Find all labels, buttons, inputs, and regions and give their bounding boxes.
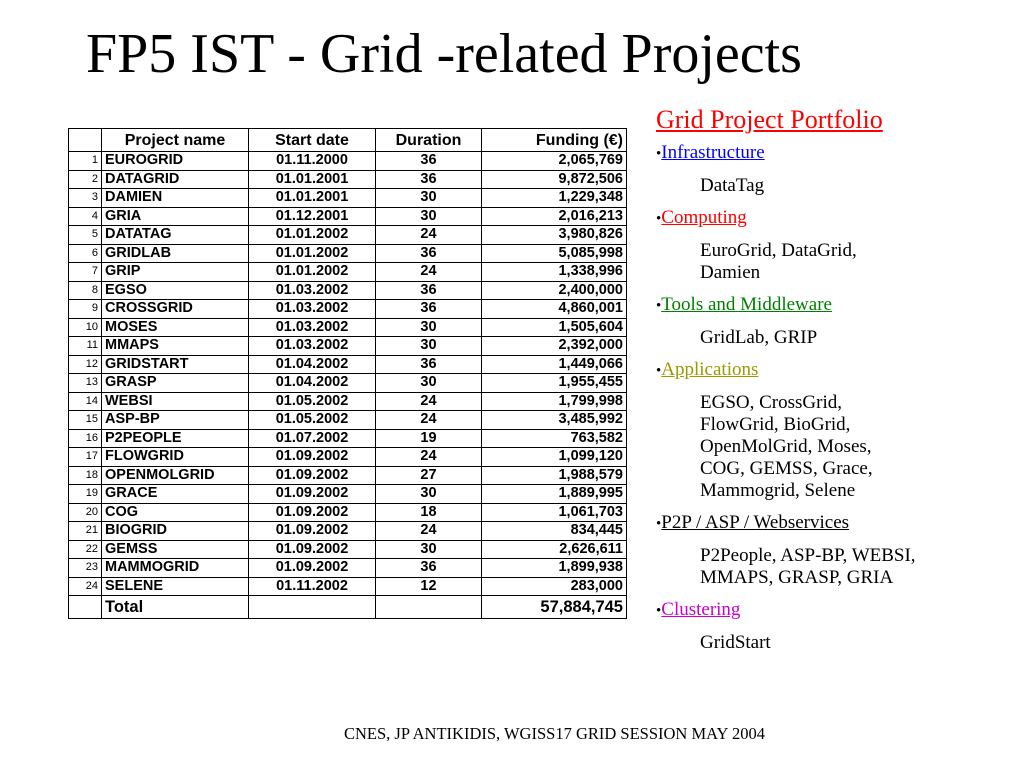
duration: 24 [376,226,482,245]
project-name: FLOWGRID [102,448,249,467]
table-row [69,503,627,522]
category-label: P2P / ASP / Webservices [661,512,850,533]
table-row [69,466,627,485]
project-name: WEBSI [102,392,249,411]
portfolio-category [656,294,1016,317]
slide-footer: CNES, JP ANTIKIDIS, WGISS17 GRID SESSION MAY 2004 [344,724,765,743]
table-row [69,263,627,282]
duration: 24 [376,392,482,411]
duration: 30 [376,207,482,226]
project-name: GRIA [102,207,249,226]
funding: 1,955,455 [482,374,627,393]
funding: 2,626,611 [482,540,627,559]
portfolio-category [656,142,1016,165]
duration: 30 [376,540,482,559]
table-row [69,448,627,467]
row-index: 4 [69,207,102,226]
funding: 9,872,506 [482,170,627,189]
project-name: COG [102,503,249,522]
duration: 36 [376,152,482,171]
portfolio-panel [656,104,1016,664]
category-item-line: EGSO, CrossGrid, [700,392,842,413]
row-index: 11 [69,337,102,356]
duration: 36 [376,244,482,263]
table-row [69,485,627,504]
funding: 3,980,826 [482,226,627,245]
funding: 1,449,066 [482,355,627,374]
duration: 36 [376,170,482,189]
table-row [69,559,627,578]
table-row [69,207,627,226]
start-date: 01.05.2002 [249,392,376,411]
duration: 30 [376,485,482,504]
row-index: 13 [69,374,102,393]
portfolio-category [656,207,1016,230]
project-name: EGSO [102,281,249,300]
project-name: BIOGRID [102,522,249,541]
category-label: Clustering [661,599,741,620]
start-date: 01.01.2001 [249,170,376,189]
duration: 30 [376,318,482,337]
start-date: 01.01.2001 [249,189,376,208]
funding: 3,485,992 [482,411,627,430]
category-label: Infrastructure [661,142,765,163]
project-name: GEMSS [102,540,249,559]
row-index: 18 [69,466,102,485]
total-start-cell [249,596,376,619]
table-row [69,300,627,319]
projects-table [68,128,627,619]
header-funding: Funding (€) [482,129,627,152]
funding: 4,860,001 [482,300,627,319]
start-date: 01.03.2002 [249,281,376,300]
table-row [69,355,627,374]
table-row [69,522,627,541]
funding: 763,582 [482,429,627,448]
start-date: 01.07.2002 [249,429,376,448]
table-row [69,152,627,171]
row-index: 12 [69,355,102,374]
project-name: MAMMOGRID [102,559,249,578]
funding: 2,392,000 [482,337,627,356]
start-date: 01.01.2002 [249,263,376,282]
row-index: 9 [69,300,102,319]
category-item-line: DataTag [700,175,765,196]
bullet-icon: • [656,516,662,532]
row-index: 17 [69,448,102,467]
row-index: 1 [69,152,102,171]
slide-title: FP5 IST - Grid -related Projects [86,23,802,85]
start-date: 01.09.2002 [249,485,376,504]
row-index: 10 [69,318,102,337]
duration: 30 [376,337,482,356]
bullet-icon: • [656,146,662,162]
start-date: 01.03.2002 [249,337,376,356]
project-name: SELENE [102,577,249,596]
project-name: MMAPS [102,337,249,356]
row-index: 5 [69,226,102,245]
table-row [69,318,627,337]
category-item-line: GridStart [700,632,771,653]
funding: 5,085,998 [482,244,627,263]
category-item-line: P2People, ASP-BP, WEBSI, [700,545,916,566]
project-name: GRIP [102,263,249,282]
duration: 24 [376,448,482,467]
total-duration-cell [376,596,482,619]
start-date: 01.11.2002 [249,577,376,596]
table-row [69,429,627,448]
duration: 18 [376,503,482,522]
portfolio-category [656,512,1016,535]
bullet-icon: • [656,603,662,619]
project-name: GRACE [102,485,249,504]
duration: 24 [376,522,482,541]
funding: 2,400,000 [482,281,627,300]
category-item-line: MMAPS, GRASP, GRIA [700,567,894,588]
project-name: P2PEOPLE [102,429,249,448]
row-index: 6 [69,244,102,263]
portfolio-category [656,359,1016,382]
category-item-line: GridLab, GRIP [700,327,818,348]
start-date: 01.04.2002 [249,374,376,393]
total-funding: 57,884,745 [482,596,627,619]
category-item-line: OpenMolGrid, Moses, [700,436,872,457]
funding: 1,061,703 [482,503,627,522]
category-label: Tools and Middleware [661,294,832,315]
category-item-line: Mammogrid, Selene [700,480,856,501]
row-index: 21 [69,522,102,541]
funding: 1,099,120 [482,448,627,467]
header-project-name: Project name [102,129,249,152]
table-row [69,411,627,430]
start-date: 01.01.2002 [249,226,376,245]
category-label: Computing [661,207,747,228]
start-date: 01.03.2002 [249,318,376,337]
start-date: 01.09.2002 [249,540,376,559]
category-item-line: Damien [700,262,761,283]
total-row [69,596,627,619]
row-index: 15 [69,411,102,430]
row-index: 14 [69,392,102,411]
row-index: 24 [69,577,102,596]
duration: 36 [376,300,482,319]
category-items [656,175,1016,197]
start-date: 01.05.2002 [249,411,376,430]
funding: 1,899,938 [482,559,627,578]
portfolio-category [656,599,1016,622]
category-label: Applications [661,359,759,380]
project-name: GRIDLAB [102,244,249,263]
table-row [69,189,627,208]
bullet-icon: • [656,211,662,227]
duration: 36 [376,559,482,578]
table-body [69,152,627,596]
row-index: 22 [69,540,102,559]
start-date: 01.09.2002 [249,466,376,485]
row-index: 2 [69,170,102,189]
table-row [69,226,627,245]
funding: 1,799,998 [482,392,627,411]
total-index-cell [69,596,102,619]
project-name: DAMIEN [102,189,249,208]
row-index: 20 [69,503,102,522]
start-date: 01.09.2002 [249,559,376,578]
category-items [656,632,1016,654]
table-header-row [69,129,627,152]
start-date: 01.09.2002 [249,503,376,522]
category-item-line: COG, GEMSS, Grace, [700,458,873,479]
duration: 36 [376,281,482,300]
duration: 24 [376,263,482,282]
duration: 19 [376,429,482,448]
bullet-icon: • [656,363,662,379]
duration: 12 [376,577,482,596]
project-name: CROSSGRID [102,300,249,319]
category-items [656,392,1016,502]
table-row [69,244,627,263]
table-row [69,374,627,393]
table-row [69,337,627,356]
row-index: 16 [69,429,102,448]
project-name: GRIDSTART [102,355,249,374]
start-date: 01.09.2002 [249,522,376,541]
category-item-line: EuroGrid, DataGrid, [700,240,857,261]
category-items [656,545,1016,589]
start-date: 01.03.2002 [249,300,376,319]
row-index: 3 [69,189,102,208]
funding: 2,065,769 [482,152,627,171]
table-row [69,392,627,411]
category-items [656,327,1016,349]
start-date: 01.04.2002 [249,355,376,374]
funding: 2,016,213 [482,207,627,226]
funding: 1,889,995 [482,485,627,504]
duration: 27 [376,466,482,485]
table-row [69,281,627,300]
funding: 1,505,604 [482,318,627,337]
row-index: 23 [69,559,102,578]
portfolio-categories [656,142,1016,654]
project-name: OPENMOLGRID [102,466,249,485]
start-date: 01.01.2002 [249,244,376,263]
funding: 1,229,348 [482,189,627,208]
project-name: MOSES [102,318,249,337]
row-index: 19 [69,485,102,504]
duration: 36 [376,355,482,374]
header-start-date: Start date [249,129,376,152]
duration: 30 [376,189,482,208]
total-label: Total [102,596,249,619]
project-name: DATATAG [102,226,249,245]
start-date: 01.09.2002 [249,448,376,467]
header-duration: Duration [376,129,482,152]
table-row [69,577,627,596]
bullet-icon: • [656,298,662,314]
portfolio-title: Grid Project Portfolio [656,105,883,134]
project-name: DATAGRID [102,170,249,189]
funding: 1,338,996 [482,263,627,282]
table-row [69,540,627,559]
funding: 283,000 [482,577,627,596]
category-items [656,240,1016,284]
table-row [69,170,627,189]
row-index: 8 [69,281,102,300]
row-index: 7 [69,263,102,282]
category-item-line: FlowGrid, BioGrid, [700,414,851,435]
start-date: 01.12.2001 [249,207,376,226]
funding: 1,988,579 [482,466,627,485]
funding: 834,445 [482,522,627,541]
header-index [69,129,102,152]
project-name: ASP-BP [102,411,249,430]
duration: 24 [376,411,482,430]
project-name: GRASP [102,374,249,393]
project-name: EUROGRID [102,152,249,171]
start-date: 01.11.2000 [249,152,376,171]
duration: 30 [376,374,482,393]
